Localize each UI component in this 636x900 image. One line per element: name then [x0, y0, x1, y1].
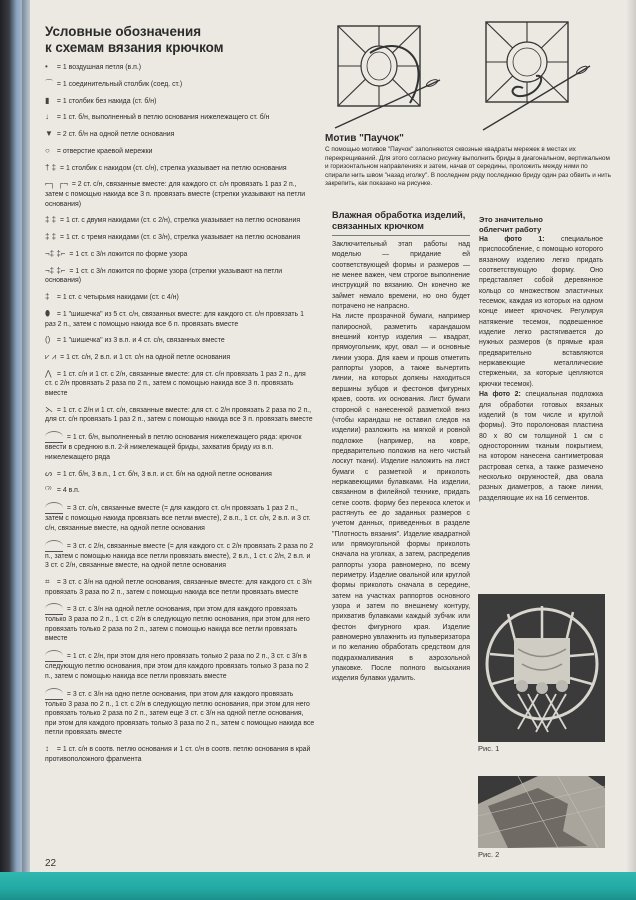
legend-item-text: = 1 ст. с тремя накидами (ст. с 3/н), стрелка указывает на петлю основания: [60, 234, 301, 242]
legend-item: [45, 232, 315, 243]
tips-section: [479, 215, 603, 504]
legend-item-text: = 1 "шишечка" из 5 ст. с/н, связанных вместе: для каждого ст. с/н провязать 1 раз 2 п., затем с помощью накида все 6 п. провязать вместе: [45, 310, 304, 328]
wet-processing-paragraph-2: На листе прозрачной бумаги, например папиросной, разметить карандашом внешний контур изделия — квадрат, прямоугольник, круг, овал — и основные линии узора. Для каем и прошв отметить раппорты узоров, а также вычертить линии, на которых должны находиться вершины зубцов и фестонов фигурных краев, соотв. их основания. Лист бумаги стороной с нанесенной разметкой вниз (чтобы карандаш не оставил следов на изделии) разложить на мягкой и ровной подложке (например, на ковре, предварительно положив на него чистый лоскут ткани). Изделие наложить на лист бумаги с разметкой и приколоть нержавеющими булавками. На изделии, связанном в филейной технике, придать сетке соотв. форму без перекоса клеток и растянуть ее до заданных размеров с учетом данных, приведенных в разделе "Плотность вязания". Изделие квадратной или прямоугольной формы приколоть сначала на уголках, а затем, распределив раппорты узора равномерно, по всему периметру. Изделие овальной или круглой формы приколоть сначала в середине, затем на участках раппортов основного узора и затем по внешнему контуру, прихватив булавками каждый зубчик или фестон фигурного края. Изделие равномерно увлажнить из пульверизатора и по желанию обработать средством для подкрахмаливания в аэрозольной упаковке. После полного высыхания изделия булавки удалить.: [332, 313, 470, 683]
legend-item: [45, 129, 315, 140]
puff-icon: (): [45, 335, 51, 345]
bobble-icon: ⬮: [45, 308, 51, 318]
double-loop-icon: ᔕ: [45, 468, 53, 478]
page-edge-shadow: [626, 0, 636, 872]
legend-item: [45, 431, 315, 462]
legend-item-text: = 1 ст. б/н, выполненный в петлю основания нижележащего ст. б/н: [56, 114, 270, 122]
spider-motif-illustration-2: [478, 18, 598, 133]
legend-item: [45, 577, 315, 597]
v-chain-icon: ⩗ ⩘: [45, 352, 57, 362]
legend-item: [45, 179, 315, 209]
fan-right-icon: [45, 603, 63, 615]
page-number: 22: [45, 858, 57, 869]
legend-section: [45, 24, 315, 771]
blocking-ring-image: [478, 594, 605, 742]
bent-triple-icon: ¬‡ ‡⌐: [45, 249, 66, 258]
quad-treble-icon: ‡: [45, 292, 50, 302]
legend-item-text: = отверстие краевой мережки: [56, 147, 153, 155]
legend-item: [45, 146, 315, 157]
wet-processing-title: Влажная обработка изделий, связанных крючком: [332, 210, 470, 236]
legend-item: [45, 352, 315, 363]
chain-stitch-dot-icon: •: [45, 62, 48, 71]
legend-item-text: = 3 ст. с/н, связанные вместе (= для каждого ст. с/н провязать 1 раз 2 п., затем с помощью накида провязать все петли вместе), 2 в.п., 1 ст. с/н, 2 в.п. и 3 ст. с/н, связанные вместе, на одной петле основания: [45, 504, 311, 532]
tips-title: [479, 215, 603, 234]
legend-item: [45, 266, 315, 286]
page-binding-edge: [0, 0, 30, 900]
circle-icon: ○: [45, 145, 50, 155]
legend-item-text: = 1 воздушная петля (в.п.): [56, 64, 142, 71]
arrow-down-icon: ↓: [45, 112, 49, 122]
legend-item: [45, 335, 315, 346]
legend-item-text: = 1 ст. с/н, 2 в.п. и 1 ст. с/н на одной петле основания: [60, 354, 231, 362]
legend-item: [45, 79, 315, 90]
legend-item: [45, 292, 315, 303]
legend-item: [45, 485, 315, 496]
slip-stitch-arc-icon: ⌒: [45, 78, 53, 88]
legend-item: [45, 249, 315, 260]
legend-item: [45, 603, 315, 644]
legend-title-line1: Условные обозначения: [45, 24, 202, 39]
single-crochet-bar-icon: ▮: [45, 95, 50, 105]
legend-item: [45, 650, 315, 681]
tips-title-line1: Это значительно: [479, 215, 543, 224]
legend-item: [45, 469, 315, 480]
shell-tr-icon: [45, 540, 63, 552]
double-crochet-icon: † ‡: [45, 162, 57, 172]
dc-tr-together-icon: ⋀: [45, 368, 52, 378]
blocking-ring-photo: [478, 594, 605, 742]
legend-item: [45, 309, 315, 329]
legend-item: [45, 502, 315, 533]
dc2tog-icon: ⌐┐ ┌¬: [45, 179, 68, 189]
bottom-color-band: [0, 872, 636, 900]
legend-item-text: = 3 ст. с 3/н на одной петле основания, при этом для каждого провязать только 3 раза по 2 п., 1 ст. с 2/н в следующую петлю основания, при этом для него провязать только 2 раза по 2 п., затем с помощью накида все петли провязать вместе: [45, 606, 310, 643]
spider-motif-text: С помощью мотивов "Паучок" заполняются сквозные квадраты мережек в местах их перекрещиваний. Для этого согласно рисунку выполнить бриды в диагональном, вертикальном и горизонтальном направлениях и затем, начав от середины, проложить между ними по спирали нить швом "назад иголку". В последнем ряду последнюю бриду один раз обвить и нить закрепить, как показано на рисунке.: [325, 146, 611, 187]
legend-item-text: = 1 столбик без накида (ст. б/н): [56, 97, 157, 105]
legend-item-text: = 1 соединительный столбик (соед. ст.): [56, 80, 183, 88]
legend-item-text: = 1 ст. с/н в соотв. петлю основания и 1 ст. с/н в соотв. петлю основания в край противоположного фрагмента: [45, 746, 311, 763]
spider-motif-drawing-1: [330, 18, 450, 133]
legend-item-text: = 1 ст. с двумя накидами (ст. с 2/н), стрелка указывает на петлю основания: [60, 217, 301, 225]
triple-treble-icon: ‡ ‡: [45, 232, 57, 242]
legend-item-text: = 1 ст. с 2/н и 1 ст. с/н, связанные вместе: для ст. с 2/н провязать 2 раза по 2 п., для ст. с/н провязать 1 раз 2 п., затем с помощью накида все 3 п. провязать вместе: [45, 406, 313, 424]
legend-item: [45, 540, 315, 571]
picot-icon: ⁽ˀ⁾: [45, 485, 52, 495]
spider-motif-title: Мотив "Паучок": [325, 133, 404, 144]
fan-double-icon: [45, 688, 63, 700]
double-arrow-vertical-icon: ↕: [45, 744, 49, 754]
blocking-board-photo: [478, 776, 605, 848]
legend-item-text: = 3 ст. с 2/н, связанные вместе (= для каждого ст. с 2/н провязать 2 раза по 2 п., затем с помощью накида все петли провязать вместе), 2 в.п., 1 ст. с 2/н, 2 в.п. и 3 ст. с 2/н, связанные вместе, на одной петле основания: [45, 542, 314, 570]
legend-title-line2: к схемам вязания крючком: [45, 40, 224, 55]
photo1-description: специальное приспособление, с помощью которого вязаному изделию легко придать соответствующую форму. Оно представляет собой деревянное кольцо со множеством эластичных тесемок, каждая из которых на одном конце имеет крючочек. Регулируя натяжение тесемок, подвешенное изделие легко растягивается до нужных размеров (в прямые края предварительно вставляются нержавеющие металлические стерженьки, за которые цепляются крючки тесемок).: [479, 236, 603, 388]
legend-item: [45, 405, 315, 425]
legend-item-text: = 3 ст. с 3/н на одно петле основания, при этом для каждого провязать только 3 раза по 2 п., 1 ст. с 2/н в следующую петлю основания, при этом для него провязать только 2 раза по 2 п., затем еще 3 ст. с 3/н на одной петле основания, при этом для каждого провязать только 3 раза по 2 п., затем с помощью накида все петли провязать вместе: [45, 690, 315, 737]
legend-item: [45, 62, 315, 73]
legend-item: [45, 369, 315, 399]
legend-item-text: = 4 в.п.: [56, 487, 80, 495]
legend-item-text: = 1 ст. с четырьмя накидами (ст. с 4/н): [56, 294, 179, 302]
blocking-board-image: [478, 776, 605, 848]
photo2-label: На фото 2:: [479, 391, 521, 399]
legend-item-text: = 1 ст. б/н, 3 в.п., 1 ст. б/н, 3 в.п. и ст. б/н на одной петле основания: [56, 470, 272, 478]
tips-title-line2: облегчит работу: [479, 224, 542, 234]
legend-title: [45, 24, 315, 56]
legend-item: [45, 744, 315, 764]
figure-1-caption: Рис. 1: [478, 744, 500, 753]
legend-item: [45, 163, 315, 174]
legend-item-text: = 2 ст. с/н, связанные вместе: для каждого ст. с/н провязать 1 раз 2 п., затем с помощью накида все 3 п. провязать вместе (стрелки указывают на петли основания): [45, 181, 306, 208]
legend-item-text: = 1 столбик с накидом (ст. с/н), стрелка указывает на петлю основания: [60, 164, 287, 172]
legend-item-text: = 2 ст. б/н на одной петле основания: [56, 131, 175, 139]
shell-dc-icon: [45, 502, 63, 514]
photo2-description: специальная подложка для обработки готовых вязаных изделий (в том числе и круглой формы). Это поролоновая пластина 80 x 80 см толщиной 1 см с односторонним тканым покрытием, на котором нанесена сантиметровая растровая сетка, а также размечено несколько окружностей, два овала разных диаметров, а также линии, разделяющие их на 16 сегментов.: [479, 391, 603, 502]
legend-item-text: = 1 ст. с 2/н, при этом для него провязать только 2 раза по 2 п., 3 ст. с 3/н в следующую петлю основания, при этом для каждого провязать только 3 раза по 2 п., затем с помощью накида все петли провязать вместе: [45, 653, 309, 680]
drop-loop-icon: [45, 431, 63, 443]
v-stitch-icon: ▼: [45, 129, 53, 139]
spider-motif-drawing-2: [478, 18, 598, 133]
legend-list: [45, 62, 315, 764]
legend-item: [45, 688, 315, 738]
photo1-label: На фото 1:: [479, 236, 545, 243]
tips-photo2-text: [479, 390, 603, 504]
legend-item-text: = 1 "шишечка" из 3 в.п. и 4 ст. с/н, связанных вместе: [56, 337, 225, 345]
wet-processing-section: [332, 210, 470, 685]
legend-item-text: = 1 ст. с 3/н ложится по форме узора (стрелки указывают на петли основания): [45, 267, 283, 285]
spider-motif-illustration-1: [330, 18, 450, 133]
tips-photo1-text: [479, 235, 603, 390]
fan-left-icon: [45, 650, 63, 662]
bent-triple-arrows-icon: ¬‡ ‡⌐: [45, 265, 66, 275]
legend-item: [45, 96, 315, 107]
legend-item-text: = 1 ст. с/н и 1 ст. с 2/н, связанные вместе: для ст. с/н провязать 1 раз 2 п., для ст. с 2/н провязать 2 раза по 2 п., затем с помощью накида все 3 п. провязать вместе: [45, 370, 306, 398]
figure-2-caption: Рис. 2: [478, 850, 500, 859]
wet-processing-paragraph-1: Заключительный этап работы над моделью — придание ей соответствующей формы и размеров — не менее важен, чем строгое выполнение инструкций по вязанию. Он конечно же займет немало времени, но оно будет потрачено не напрасно.: [332, 241, 470, 311]
tr-dc-together-icon: ⋋: [45, 404, 53, 414]
legend-item-text: = 1 ст. с 3/н ложится по форме узора: [69, 251, 188, 258]
cluster-triple-icon: ⌗: [45, 576, 50, 586]
legend-item: [45, 112, 315, 123]
legend-item-text: = 3 ст. с 3/н на одной петле основания, связанные вместе: для каждого ст. с 3/н провязать 3 раза по 2 п., затем с помощью накида все петли провязать вместе: [45, 578, 312, 596]
legend-item: [45, 215, 315, 226]
legend-item-text: = 1 ст. б/н, выполненный в петлю основания нижележащего ряда: крючок ввести в среднюю в.п. 2-й нижележащей бриды, захватив бриду из в.п. нижележащего ряда: [45, 434, 302, 461]
treble-crochet-icon: ‡ ‡: [45, 215, 57, 225]
spider-motif-section: [325, 133, 611, 189]
